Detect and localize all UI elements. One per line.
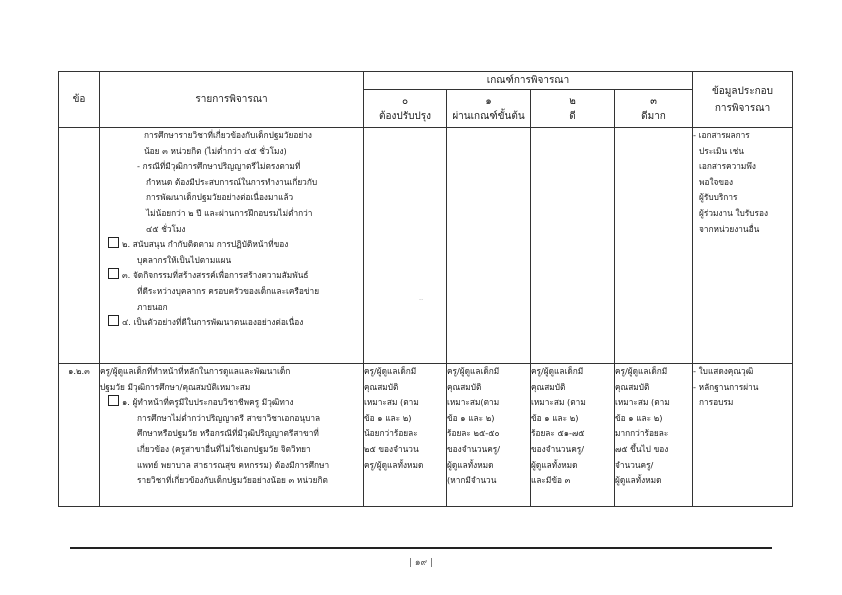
row2-score-0	[364, 364, 447, 507]
text-line: คุณสมบัติ	[531, 381, 566, 392]
text-line: ข้อ ๑ และ ๒)	[531, 412, 579, 423]
text-line: น้อย ๓ หน่วยกิต (ไม่ต่ำกว่า ๔๕ ชั่วโมง)	[144, 145, 287, 156]
text-line: เกี่ยวข้อง (ครูสาขาอื่นที่ไม่ใช่เอกปฐมวัย จิตวิทยา	[137, 443, 311, 454]
text-line: ๒๕ ของจำนวน	[364, 443, 419, 454]
text-line: - กรณีที่มีวุฒิการศึกษาปริญญาตรีไม่ตรงตามที่	[137, 161, 301, 172]
text-line: ครู/ผู้ดูแลเด็กมี	[364, 366, 417, 376]
text-line: (หากมีจำนวน	[447, 475, 497, 486]
text-line: ข้อ ๑ และ ๒)	[615, 412, 663, 423]
text-line: ๔๕ ชั่วโมง	[146, 223, 186, 234]
text-line: - เอกสารผลการ	[693, 130, 750, 140]
row2-score-1	[447, 364, 531, 507]
text-line: ผู้ดูแลทั้งหมด	[615, 475, 662, 486]
row2-docs	[693, 364, 793, 507]
text-line: ครู/ผู้ดูแลเด็กมี	[615, 366, 668, 376]
checklist-item: ๓. จัดกิจกรรมที่สร้างสรรค์เพื่อการสร้างความสัมพันธ์	[100, 268, 363, 284]
level-header-2: ๒ ดี	[531, 90, 615, 128]
text-line: - ใบแสดงคุณวุฒิ	[693, 366, 754, 376]
text-line: การพัฒนาเด็กปฐมวัยอย่างต่อเนื่องมาแล้ว	[146, 192, 294, 203]
text-line: เหมาะสม (ตาม	[531, 397, 586, 408]
text-line: ร้อยละ ๕๑-๗๕	[531, 428, 585, 439]
text-line: ครู/ผู้ดูแลเด็กมี	[531, 366, 584, 376]
text-line: ๗๕ ขึ้นไป ของ	[615, 443, 669, 454]
text-line: คุณสมบัติ	[615, 381, 650, 392]
row2-score-2	[531, 364, 615, 507]
row2-score-3	[615, 364, 693, 507]
text-line: ผู้ดูแลทั้งหมด	[531, 459, 578, 470]
footer-divider	[70, 547, 772, 549]
text-line: เหมาะสม (ตาม	[615, 397, 670, 408]
text-line: - หลักฐานการผ่าน	[693, 381, 759, 392]
col-header-criteria: เกณฑ์การพิจารณา	[364, 72, 693, 90]
level-header-0: ๐ ต้องปรับปรุง	[364, 90, 447, 128]
row1-no	[59, 128, 100, 364]
row2-criteria	[100, 364, 364, 507]
text-line: ศึกษาหรือปฐมวัย หรือกรณีที่มีวุฒิปริญญาตรีสาขาที่	[137, 428, 319, 439]
page-number: | ๑๙ |	[408, 558, 434, 568]
checkbox-icon	[108, 395, 119, 406]
text-line: ร้อยละ ๒๕-๕๐	[447, 428, 500, 439]
text-line: การศึกษารายวิชาที่เกี่ยวข้องกับเด็กปฐมวัยอย่าง	[144, 130, 312, 140]
row1-criteria	[100, 128, 364, 364]
text-line: การศึกษาไม่ต่ำกว่าปริญญาตรี สาขาวิชาเอกอนุบาล	[137, 412, 321, 423]
text-line: บุคลากรให้เป็นไปตามแผน	[137, 254, 232, 265]
text-line: ปฐมวัย มีวุฒิการศึกษา/คุณสมบัติเหมาะสม	[100, 381, 251, 392]
text-line: แพทย์ พยาบาล สาธารณสุข คหกรรม) ต้องมีการศึกษา	[137, 459, 330, 470]
row2-no: ๑.๒.๓	[59, 364, 100, 507]
text-line: ข้อ ๑ และ ๒)	[447, 412, 495, 423]
text-line: พอใจของ	[699, 176, 734, 187]
text-line: กำหนด ต้องมีประสบการณ์ในการทำงานเกี่ยวกับ	[146, 176, 318, 187]
checkbox-icon	[108, 237, 119, 248]
checkbox-icon	[108, 315, 119, 326]
text-line: ไม่น้อยกว่า ๒ ปี และผ่านการฝึกอบรมไม่ต่ำกว่า	[146, 207, 313, 218]
text-line: การอบรม	[699, 397, 734, 408]
row1-score-2	[531, 128, 615, 364]
checklist-item: ๔. เป็นตัวอย่างที่ดีในการพัฒนาตนเองอย่างต่อเนื่อง	[100, 315, 363, 331]
text-line: น้อยกว่าร้อยละ	[364, 428, 418, 439]
text-line: ครู/ผู้ดูแลเด็กมี	[447, 366, 500, 376]
stray-mark: --	[419, 296, 424, 303]
row1-docs	[693, 128, 793, 364]
text-line: คุณสมบัติ	[364, 381, 399, 392]
text-line: ผู้ร่วมงาน ใบรับรอง	[699, 207, 768, 218]
text-line: ข้อ ๑ และ ๒)	[364, 412, 412, 423]
row1-score-0	[364, 128, 447, 364]
text-line: เหมาะสม (ตาม	[364, 397, 419, 408]
text-line: รายวิชาที่เกี่ยวข้องกับเด็กปฐมวัยอย่างน้อย ๓ หน่วยกิต	[137, 475, 328, 486]
row1-score-1	[447, 128, 531, 364]
col-header-no: ข้อ	[59, 72, 100, 128]
text-line: ภายนอก	[137, 301, 168, 312]
text-line: จากหน่วยงานอื่น	[699, 223, 760, 234]
checklist-item: ๑. ผู้ทำหน้าที่ครูมีใบประกอบวิชาชีพครู มีวุฒิทาง	[100, 395, 363, 411]
row1-score-3	[615, 128, 693, 364]
checklist-item: ๒. สนับสนุน กำกับติดตาม การปฏิบัติหน้าที่ของ	[100, 237, 363, 253]
text-line: เอกสารความพึง	[699, 161, 756, 172]
level-header-3: ๓ ดีมาก	[615, 90, 693, 128]
text-line: คุณสมบัติ	[447, 381, 482, 392]
text-line: ประเมิน เช่น	[699, 145, 744, 156]
text-line: ผู้รับบริการ	[699, 192, 738, 203]
text-line: ของจำนวนครู/	[531, 443, 585, 454]
col-header-item: รายการพิจารณา	[100, 72, 364, 128]
text-line: ผู้ดูแลทั้งหมด	[447, 459, 494, 470]
text-line: ของจำนวนครู/	[447, 443, 501, 454]
col-header-docs: ข้อมูลประกอบ การพิจารณา	[693, 72, 793, 128]
text-line: และมีข้อ ๓	[531, 475, 571, 486]
level-header-1: ๑ ผ่านเกณฑ์ขั้นต้น	[447, 90, 531, 128]
text-line: เหมาะสม(ตาม	[447, 397, 500, 408]
text-line: จำนวนครู/	[615, 459, 654, 470]
text-line: มากกว่าร้อยละ	[615, 428, 669, 439]
text-line: ที่ดีระหว่างบุคลากร ครอบครัวของเด็กและเครือข่าย	[137, 285, 320, 296]
text-line: ครู/ผู้ดูแลเด็กที่ทำหน้าที่หลักในการดูแลและพัฒนาเด็ก	[100, 366, 291, 376]
text-line: ครู/ผู้ดูแลทั้งหมด	[364, 459, 424, 470]
checkbox-icon	[108, 268, 119, 279]
evaluation-table	[58, 71, 793, 507]
